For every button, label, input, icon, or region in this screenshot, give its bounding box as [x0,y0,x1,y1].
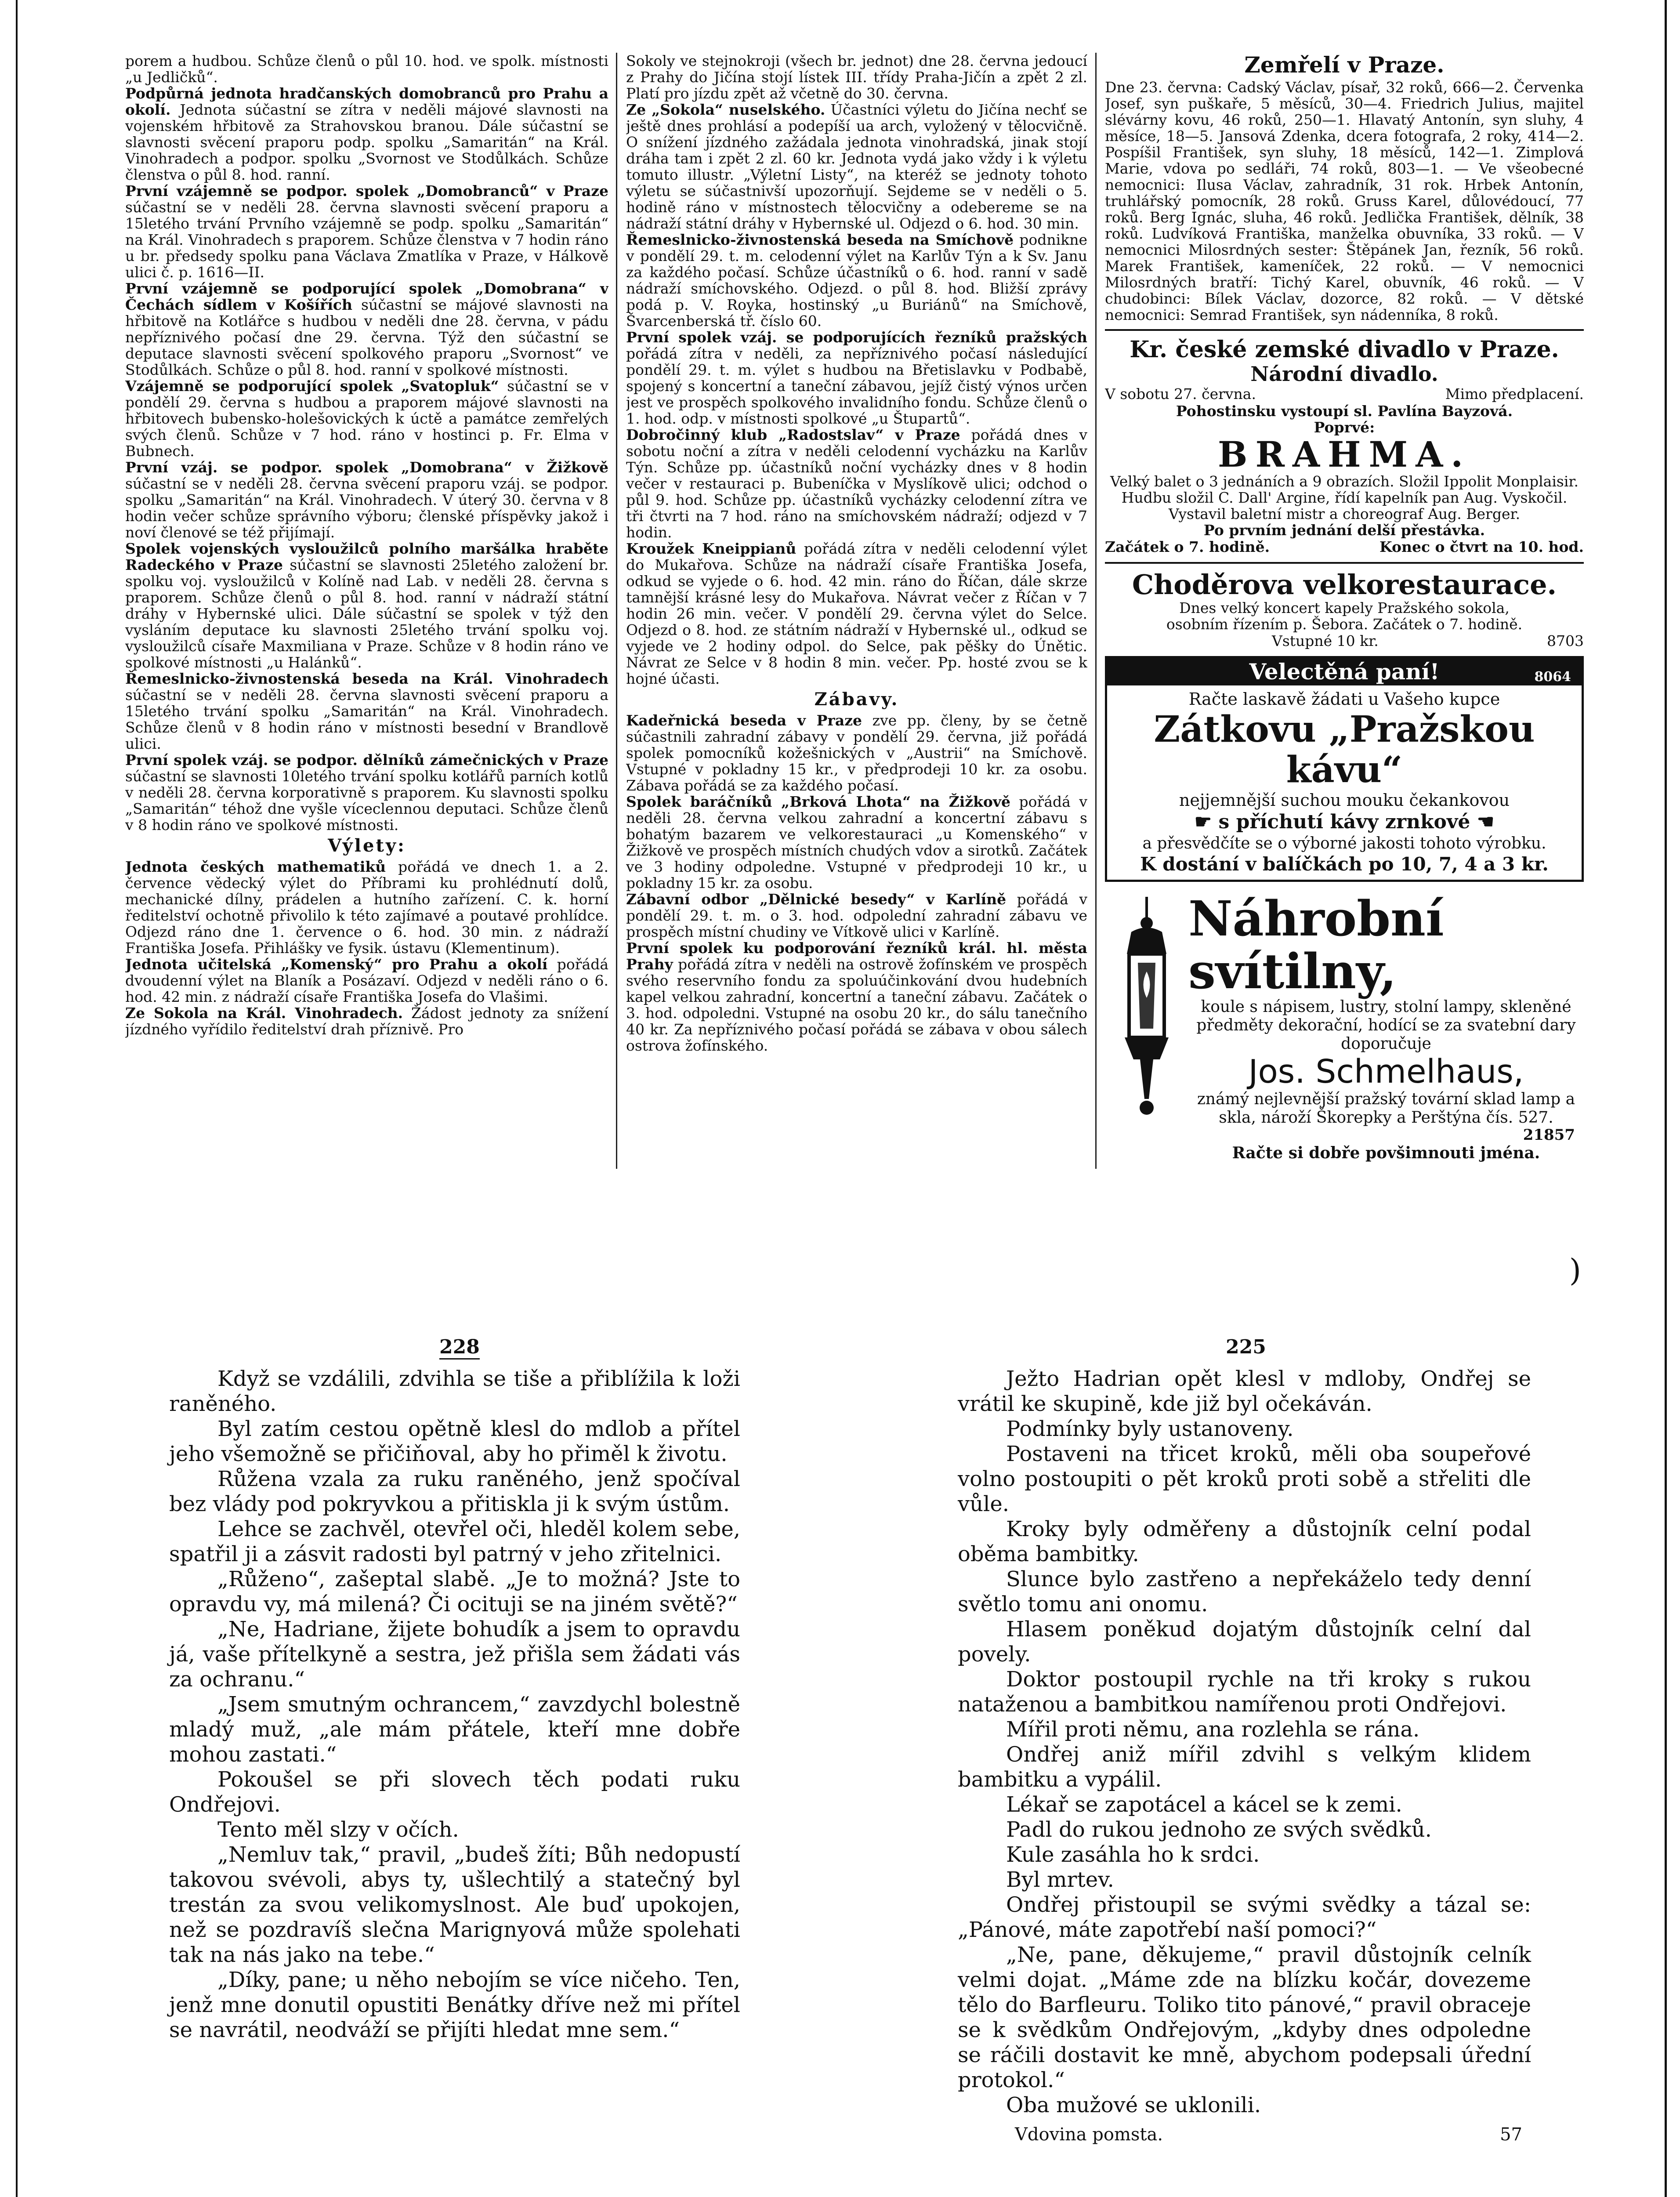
section-heading: Výlety: [328,835,406,856]
news-item [626,712,1087,794]
news-item-lead: Jednota českých mathematiků [125,858,386,875]
coffee-ad-line: nejjemnější suchou mouku čekankovou [1179,790,1510,810]
theatre-end: Konec o čtvrt na 10. hod. [1379,538,1584,555]
newspaper-column-3 [1105,53,1584,1169]
novel-paragraph: Slunce bylo zastřeno a nepřekáželo tedy denní světlo tomu ani onomu. [958,1567,1531,1617]
novel-paragraph: Ježto Hadrian opět klesl v mdloby, Ondřej se vrátil ke skupině, kde již byl očekáván. [958,1367,1531,1416]
news-item-lead: Jednota učitelská „Komenský“ pro Prahu a okolí [125,956,548,973]
news-item [626,891,1087,940]
news-item-lead: Ze „Sokola“ nuselského. [626,101,826,118]
novel-page-left [169,1367,740,2043]
coffee-ad-line: Račte laskavě žádati u Vašeho kupce [1188,689,1500,709]
novel-paragraph: Tento měl slzy v očích. [217,1817,459,1842]
news-item [125,53,608,85]
sheet-number: 57 [1500,2124,1522,2145]
news-item [125,859,608,956]
novel-paragraph: Kroky byly odměřeny a důstojník celní podal oběma bambitky. [958,1517,1531,1566]
novel-paragraph: Kule zasáhla ho k srdci. [1006,1842,1260,1867]
news-item-text: pořádá zítra v neděli celodenní výlet do Mukařova. Schůze na nádraží císaře Františka Josefa, odkud se vyjede o 6. hod. 42 min. ráno do Říčan, dále skrze tamnější krásné lesy do Mukařova. Návrat večer z Říčan v 7 hodin 26 min. večer. V pondělí 29. června výlet do Selce. Odjezd o 8. hod. ze státním nádraží v Hybernské ul., odkud se vyjede ve 2 hodiny odpol. do Selce, pak pěšky do Únětic. Návrat ze Selce v 8 hodin 8 min. večer. Pp. hosté zvou se k hojné účasti. [626,540,1087,687]
news-item-text: súčastní se v neděli 28. června slavnosti svěcení praporu a 15letého trvání Prvního vzájemně se podp. spolku „Samaritán“ na Král. Vinohradech s praporem. Schůze členstva v 7 hodin ráno u br. předsedy spolku pana Václava Zmatlíka v Praze, v Hálkově ulici č. p. 1616—II. [125,199,608,281]
lamp-ad-title: Náhrobní svítilny, [1188,890,1444,1000]
news-item [626,53,1087,102]
novel-paragraph: „Jsem smutným ochrancem,“ zavzdychl bolestně mladý muž, „ale mám přátele, kteří mne dobře mohou zastati.“ [169,1692,740,1767]
novel-paragraph: Ondřej přistoupil se svými svědky a tázal se: „Pánové, máte zapotřebí naší pomoci?“ [958,1892,1531,1942]
coffee-ad-line: a přesvědčíte se o výborné jakosti tohoto výrobku. [1142,834,1546,852]
novel-paragraph: „Díky, pane; u něho nebojím se více ničeho. Ten, jenž mne donutil opustiti Benátky dříve než mi přítel se navrátil, neodváží se přijíti hledat mne sem.“ [169,1968,740,2042]
page-number-left: 228 [439,1336,480,1360]
novel-paragraph: Byl zatím cestou opětně klesl do mdlob a přítel jeho všemožně se přičiňoval, aby ho přiměl k životu. [169,1417,740,1466]
coffee-brand: Zátkovu „Pražskou kávu“ [1154,708,1535,791]
coffee-ad [1105,656,1584,882]
novel-paragraph: „Růženo“, zašeptal slabě. „Je to možná? Jste to opravdu vy, má milená? Či ocituji se na jiném světě?“ [169,1567,740,1617]
lamp-ad-line: Račte si dobře povšimnouti jména. [1232,1144,1540,1162]
news-item [626,940,1087,1054]
news-item [125,540,608,671]
news-item [626,427,1087,540]
news-item-text: porem a hudbou. Schůze členů o půl 10. hod. ve spolk. místnosti „u Jedličků“. [125,53,608,86]
news-item-text: súčastní se slavnosti 10letého trvání spolku kotlářů parních kotlů v neděli 28. června korporativně s praporem. Ku slavnosti spolku „Samaritán“ téhož dne vyšle víceclennou deputaci. Schůze členů v 8 hodin ráno ve spolkové místnosti. [125,768,608,834]
news-item-lead: Ze Sokola na Král. Vinohradech. [125,1004,403,1022]
novel-paragraph: Oba mužové se uklonili. [1006,2093,1261,2117]
theatre-premiere: Poprvé: [1314,419,1375,436]
restaurant-ad [1105,570,1584,650]
novel-paragraph: Ondřej aniž mířil zdvihl s velkým klidem bambitku a vypálil. [958,1742,1531,1792]
novel-page-right [958,1367,1531,2147]
news-item [125,85,608,183]
news-item-lead: Zábavní odbor „Dělnické besedy“ v Karlíně [626,891,1007,908]
theatre-start: Začátek o 7. hodině. [1105,538,1270,555]
lamp-ad-line: známý nejlevnější pražský tovární sklad lamp a skla, nároží Škorepky a Perštýna čís. 527. [1197,1090,1575,1127]
ballet-title: BRAHMA. [1217,434,1471,475]
merchant-name: Jos. Schmelhaus, [1248,1053,1524,1091]
news-item-text: pořádá ve dnech 1. a 2. července vědecký výlet do Příbrami ku prohlédnutí dolů, mechanické dílny, prádelen a hutního zařízení. C. k. horní ředitelství ochotně přivolilo k této zajímavé a poutavé prohlídce. Odjezd ráno dne 1. července o 6. hod. 30 min. z nádraží Františka Josefa. Přihlášky ve fysik. ústavu (Klementinum). [125,858,608,957]
column-rule [616,53,617,1169]
news-item-text: súčastní se slavnosti 25letého založení br. spolku voj. vysloužilců v Kolíně nad Lab. v neděli 28. června s praporem. Schůze členů o půl 8. hod. ranní v nádraží státní dráhy v Hybernské ulici. Dále súčastní se spolek v týž den vysláním deputace ku slavnosti 25letého trvání spolku voj. vysloužilců císaře Maxmiliana v Praze. Schůze v 8 hodin ráno ve spolkové místnosti „u Halánků“. [125,556,608,671]
ad-number: 21857 [1523,1126,1575,1144]
novel-paragraph: Postaveni na třicet kroků, měli oba soupeřové volno postoupiti o pět kroků proti sobě a střeliti dle vůle. [958,1442,1531,1516]
news-item [125,752,608,833]
news-item [125,378,608,459]
novel-title-footer: Vdovina pomsta. [1015,2124,1163,2145]
novel-paragraph: Růžena vzala za ruku raněného, jenž spočíval bez vlády pod pokryvkou a přitiskla ji k svým ústům. [169,1467,740,1516]
news-item-text: zve pp. členy, by se četně súčastnili zahradní zábavy v pondělí 29. června, již pořádá spolek pomocníků kožešnických v „Austrii“ na Smíchově. Vstupné v pokladny 15 kr., v předprodeji 10 kr. za osobu. Zábava pořádá se za každého počasí. [626,712,1087,794]
news-item-text: pořádá dvoudenní výlet na Blaník a Posázaví. Odjezd v neděli ráno o 6. hod. 42 min. z nádraží císaře Františka Josefa do Vlašimi. [125,956,608,1005]
novel-paragraph: Lehce se zachvěl, otevřel oči, hleděl kolem sebe, spatřil ji a zásvit radosti byl patrný v jeho zřitelnici. [169,1517,740,1566]
column-rule [1095,53,1097,1169]
deaths-list: Dne 23. června: Cadský Václav, písař, 32 roků, 666—2. Červenka Josef, syn puškaře, 5 měsíců, 30—4. Friedrich Julius, majitel slévárny kovu, 46 roků, 250—1. Hlavatý Antonín, syn sluhy, 4 měsíce, 18—5. Jansová Zdenka, dcera fotografa, 2 roky, 414—2. Pospíšil František, syn sluhy, 18 měsíců, 142—1. Zimplová Marie, vdova po sedláři, 74 roků, 803—1. — Ve všeobecné nemocnici: Ilusa Václav, zahradník, 31 rok. Hrbek Antonín, truhlářský pomocník, 28 roků. Gruss Karel, důlovédoucí, 77 roků. Berg Ignác, sluha, 46 roků. Jedlička František, dělník, 38 roků. Ludvíková Františka, manželka obuvníka, 33 roků. — V nemocnici Milosrdných sester: Štěpánek Jan, řezník, 56 roků. Marek František, kameníček, 22 roků. — V nemocnici Milosrdných bratří: Tichý Karel, obuvník, 46 roků. — V chudobinci: Bílek Václav, dozorce, 82 roků. — V dětské nemocnici: Semrad František, syn nádenníka, 8 roků. [1105,79,1584,323]
news-item-text: pořádá v neděli 28. června velkou zahradní a koncertní zábavu s bohatým bazarem ve velkorestauraci „u Komenského“ v Žižkově ve prospěch místních chudých vdov a sirotků. Začátek ve 3 hodiny odpoledne. Vstupné v předprodeji 10 kr., u pokladny 15 kr. za osobu. [626,793,1087,892]
theatre-intermission: Po prvním jednání delší přestávka. [1203,522,1485,539]
news-item-lead: Spolek baráčníků „Brková Lhota“ na Žižkově [626,793,1011,810]
news-item-text: pořádá dnes v sobotu noční a zítra v neděli celodenní vycházku na Karlův Týn. Schůze pp. účastníků noční vycházky dnes v 8 hodin večer v restauraci p. Bubeníčka v Myslíkově ulici; odchod o půl 9. hod. Schůze pp. účastníků vycházky celodenní zítra ve tři čtvrti na 7 hod. ráno na smíchovském nádraží; odjezd v 7 hodin. [626,426,1087,541]
stray-mark: ) [1569,1252,1581,1288]
divider [1105,562,1584,564]
theatre-notice [1105,337,1584,556]
ad-number: 8064 [1534,669,1571,685]
novel-paragraph: Když se vzdálili, zdvihla se tiše a přiblížila k loži raněného. [169,1367,740,1416]
news-item [626,794,1087,891]
page-number-right: 225 [1226,1336,1266,1358]
novel-paragraph: „Ne, pane, děkujeme,“ pravil důstojník celník velmi dojat. „Máme zde na blízku kočár, dovezeme tělo do Barfleuru. Toliko tito pánové,“ pravil obraceje se k svědkům Ondřejovým, „kdyby dnes odpoledne se ráčili dostavit ke mně, abychom podepsali úřední protokol.“ [958,1943,1531,2092]
news-item [125,956,608,1005]
news-item-lead: Kadeřnická beseda v Praze [626,712,862,729]
news-item [125,459,608,540]
news-item-lead: Řemeslnicko-živnostenská beseda na Smíchově [626,231,1014,248]
news-item-text: Účastníci výletu do Jičína nechť se ještě dnes prohlásí a podepíší ua arch, vyložený v tělocvičně. O snížení jízdného zažádala jednota vinohradská, jinak stojí dráha tam i zpět 2 zl. 60 kr. Jednota vydá jako vždy i k výletu tomuto illustr. „Výletní Listy“, na kteréž se jednoty tohoto výletu se súčastnivší upozorňují. Sejdeme se v neděli o 5. hodině ráno v místnostech tělocvičny a odebereme se na nádraží státní dráhy v Hybernské ul. Odjezd o 6. hod. 30 min. [626,101,1087,232]
news-item-lead: První spolek ku podporování řezníků král. hl. města Prahy [626,939,1087,973]
restaurant-title: Choděrova velkorestaurace. [1132,569,1557,601]
restaurant-line: Dnes velký koncert kapely Pražského sokola, [1179,599,1510,616]
news-item-text: pořádá zítra v neděli na ostrově žofínském ve prospěch svého reservního fondu za spoluúčinkování dvou hudebních kapel velkou zahradní, koncertní a taneční zábavu. Začátek o 3. hod. odpoledni. Vstupné na osobu 20 kr., do sálu tanečního 40 kr. Za nepříznivého počasí pořádá se zábava v obou sálech ostrova žofínského. [626,956,1087,1054]
news-item-lead: Dobročinný klub „Radostslav“ v Praze [626,426,960,443]
hand-pointer-icon: ☛ [1194,811,1212,833]
news-item-lead: Řemeslnicko-živnostenská beseda na Král. Vinohradech [125,670,608,687]
right-binding-edge [1665,0,1667,2197]
restaurant-line: osobním řízením p. Šebora. Začátek o 7. hodině. [1166,616,1523,633]
news-item-text: súčastní se v neděli 28. června slavnosti svěcení praporu a 15letého trvání spolku „Samaritán“ na Král. Vinohradech. Schůze členů v 8 hodin ráno v místnosti besední v Brandlově ulici. [125,686,608,752]
news-item-lead: První spolek vzáj. se podporujících řezníků pražských [626,329,1087,346]
novel-paragraph: Podmínky byly ustanoveny. [1006,1417,1294,1441]
news-item-lead: První spolek vzáj. se podpor. dělníků zámečnických v Praze [125,751,608,769]
left-binding-edge [16,0,18,2197]
news-item [125,1005,608,1037]
section-heading: Zábavy. [814,689,899,710]
deaths-heading: Zemřelí v Praze. [1244,53,1445,78]
news-item [626,102,1087,232]
coffee-ad-line: s příchutí kávy zrnkové [1218,811,1470,833]
news-item [125,280,608,378]
newspaper-column-2 [626,53,1087,1169]
news-item-lead: Spolek vojenských vysloužilců polního maršálka hraběte Radeckého v Praze [125,540,608,573]
news-item-text: Sokoly ve stejnokroji (všech br. jednot) dne 28. června jedoucí z Prahy do Jičína stojí lístek III. třídy Praha-Jičín a zpět 2 zl. Platí pro jízdu zpět až včetně do 30. června. [626,53,1087,102]
news-item [125,183,608,280]
news-item-text: pořádá v pondělí 29. t. m. o 3. hod. odpolední zahradní zábavu ve prospěch místní chudiny ve Vítkově ulici v Karlíně. [626,891,1087,940]
news-item-lead: Kroužek Kneippianů [626,540,797,557]
news-item [626,540,1087,687]
news-item-text: súčastní se v pondělí 29. června s hudbou a praporem májové slavnosti na hřbitovech bubensko-holešovických k úctě a památce zemřelých svých členů. Schůze v 7 hod. ráno v hostinci p. Fr. Elma v Bubnech. [125,377,608,460]
news-item [626,329,1087,427]
novel-paragraph: Padl do rukou jednoho ze svých svědků. [1006,1817,1432,1842]
news-item-text: podnikne v pondělí 29. t. m. celodenní výlet na Karlův Týn a k Sv. Janu za každého počasí. Schůze účastníků o 6. hod. ranní v sadě nádraží smíchovského. Odjezd. o půl 8. hod. Bližší zprávy podá p. V. Royka, hostinský „u Buriánů“ na Smíchově, Švarcenberská tř. číslo 60. [626,231,1087,330]
divider [1105,329,1584,331]
lamp-ad [1105,892,1584,1163]
news-item-text: Jednota súčastní se zítra v neděli májové slavnosti na vojenském hřbitově za Strahovskou branou. Dále súčastní se slavnosti svěcení praporu podp. spolku „Samaritán“ na Král. Vinohradech a podpor. spolku „Svornost ve Stodůlkách. Schůze členstva o půl 8. hod. ranní. [125,101,608,183]
news-item-text: súčastní se májové slavnosti na hřbitově na Kotlářce s hudbou v neděli dne 28. června, v pádu nepříznivého počasí dne 29. června. Týž den súčastní se deputace slavnosti svěcení spolkového praporu „Svornost“ ve Stodůlkách. Schůze o půl 8. hod. ranní v spolkové místnosti. [125,296,608,378]
news-item [626,232,1087,329]
coffee-ad-header: Velectěná paní! [1249,659,1440,685]
news-item-lead: Vzájemně se podporující spolek „Svatopluk“ [125,377,499,395]
theatre-subheading: Národní divadlo. [1250,362,1438,386]
novel-paragraph: Mířil proti němu, ana rozlehla se rána. [1006,1717,1420,1742]
news-item [125,671,608,752]
news-item-lead: První vzáj. se podpor. spolek „Domobrana“ v Žižkově [125,459,608,476]
novel-paragraph: Hlasem poněkud dojatým důstojník celní dal povely. [958,1617,1531,1667]
lamp-ad-line: koule s nápisem, lustry, stolní lampy, skleněné předměty dekorační, hodící se za svatební dary doporučuje [1196,998,1576,1053]
news-item-lead: První vzájemně se podporující spolek „Domobrana“ v Čechách sídlem v Košířích [125,280,608,313]
coffee-ad-price: K dostání v balíčkách po 10, 7, 4 a 3 kr. [1140,853,1549,875]
theatre-abonnement: Mimo předplacení. [1445,385,1584,402]
novel-paragraph: Byl mrtev. [1006,1867,1114,1892]
news-item-text: Žádost jednoty za snížení jízdného vyřídilo ředitelství drah příznivě. Pro [125,1004,608,1038]
novel-paragraph: „Ne, Hadriane, žijete bohudík a jsem to opravdu já, vaše přítelkyně a sestra, jež přišla sem žádati vás za ochranu.“ [169,1617,740,1692]
novel-paragraph: „Nemluv tak,“ pravil, „budeš žíti; Bůh nedopustí takovou svévoli, abys ty, ušlechtilý a statečný byl trestán za svou velikomyslnost. Ale buď upokojen, než se pozdravíš slečna Marignyová může spolehati tak na nás jako na tebe.“ [169,1842,740,1967]
ad-number: 8703 [1547,632,1584,649]
ballet-description: Velký balet o 3 jednáních a 9 obrazích. Složil Ippolit Monplaisir. Hudbu složil C. Dall' Argine, řídí kapelník pan Aug. Vyskočil. Vystavil baletní mistr a choreograf Aug. Berger. [1110,473,1579,522]
news-item-lead: Podpůrná jednota hradčanských domobranců pro Prahu a okolí. [125,85,608,118]
theatre-heading: Kr. české zemské divadlo v Praze. [1130,336,1559,363]
grave-lantern-icon [1105,892,1188,1121]
theatre-date: V sobotu 27. června. [1105,385,1256,402]
news-item-text: pořádá zítra v neděli, za nepříznivého počasí následující pondělí 29. t. m. výlet s hudbou na Břetislavku v Podbabě, spojený s koncertní a taneční zábavou, jejíž čistý výnos určen jest ve prospěch spolkového invalidního fondu. Schůze členů o 1. hod. odp. v místnosti spolkové „u Štupartů“. [626,345,1087,427]
novel-paragraph: Lékař se zapotácel a kácel se k zemi. [1006,1792,1402,1817]
theatre-guest: Pohostinsku vystoupí sl. Pavlína Bayzová. [1176,402,1513,420]
novel-paragraph: Doktor postoupil rychle na tři kroky s rukou nataženou a bambitkou namířenou proti Ondřejovi. [958,1667,1531,1717]
restaurant-admission: Vstupné 10 kr. [1272,632,1379,649]
news-item-lead: První vzájemně se podpor. spolek „Domobranců“ v Praze [125,182,608,199]
news-item-text: súčastní se v neděli 28. června svěcení praporu vzáj. se podpor. spolku „Samaritán“ na Král. Vinohradech. V úterý 30. června v 8 hodin večer schůze správního výboru; členské příspěvky jakož i noví členové se též přijímají. [125,475,608,541]
hand-pointer-icon: ☚ [1477,811,1495,833]
novel-paragraph: Pokoušel se při slovech těch podati ruku Ondřejovi. [169,1767,740,1817]
newspaper-column-1 [125,53,608,1169]
